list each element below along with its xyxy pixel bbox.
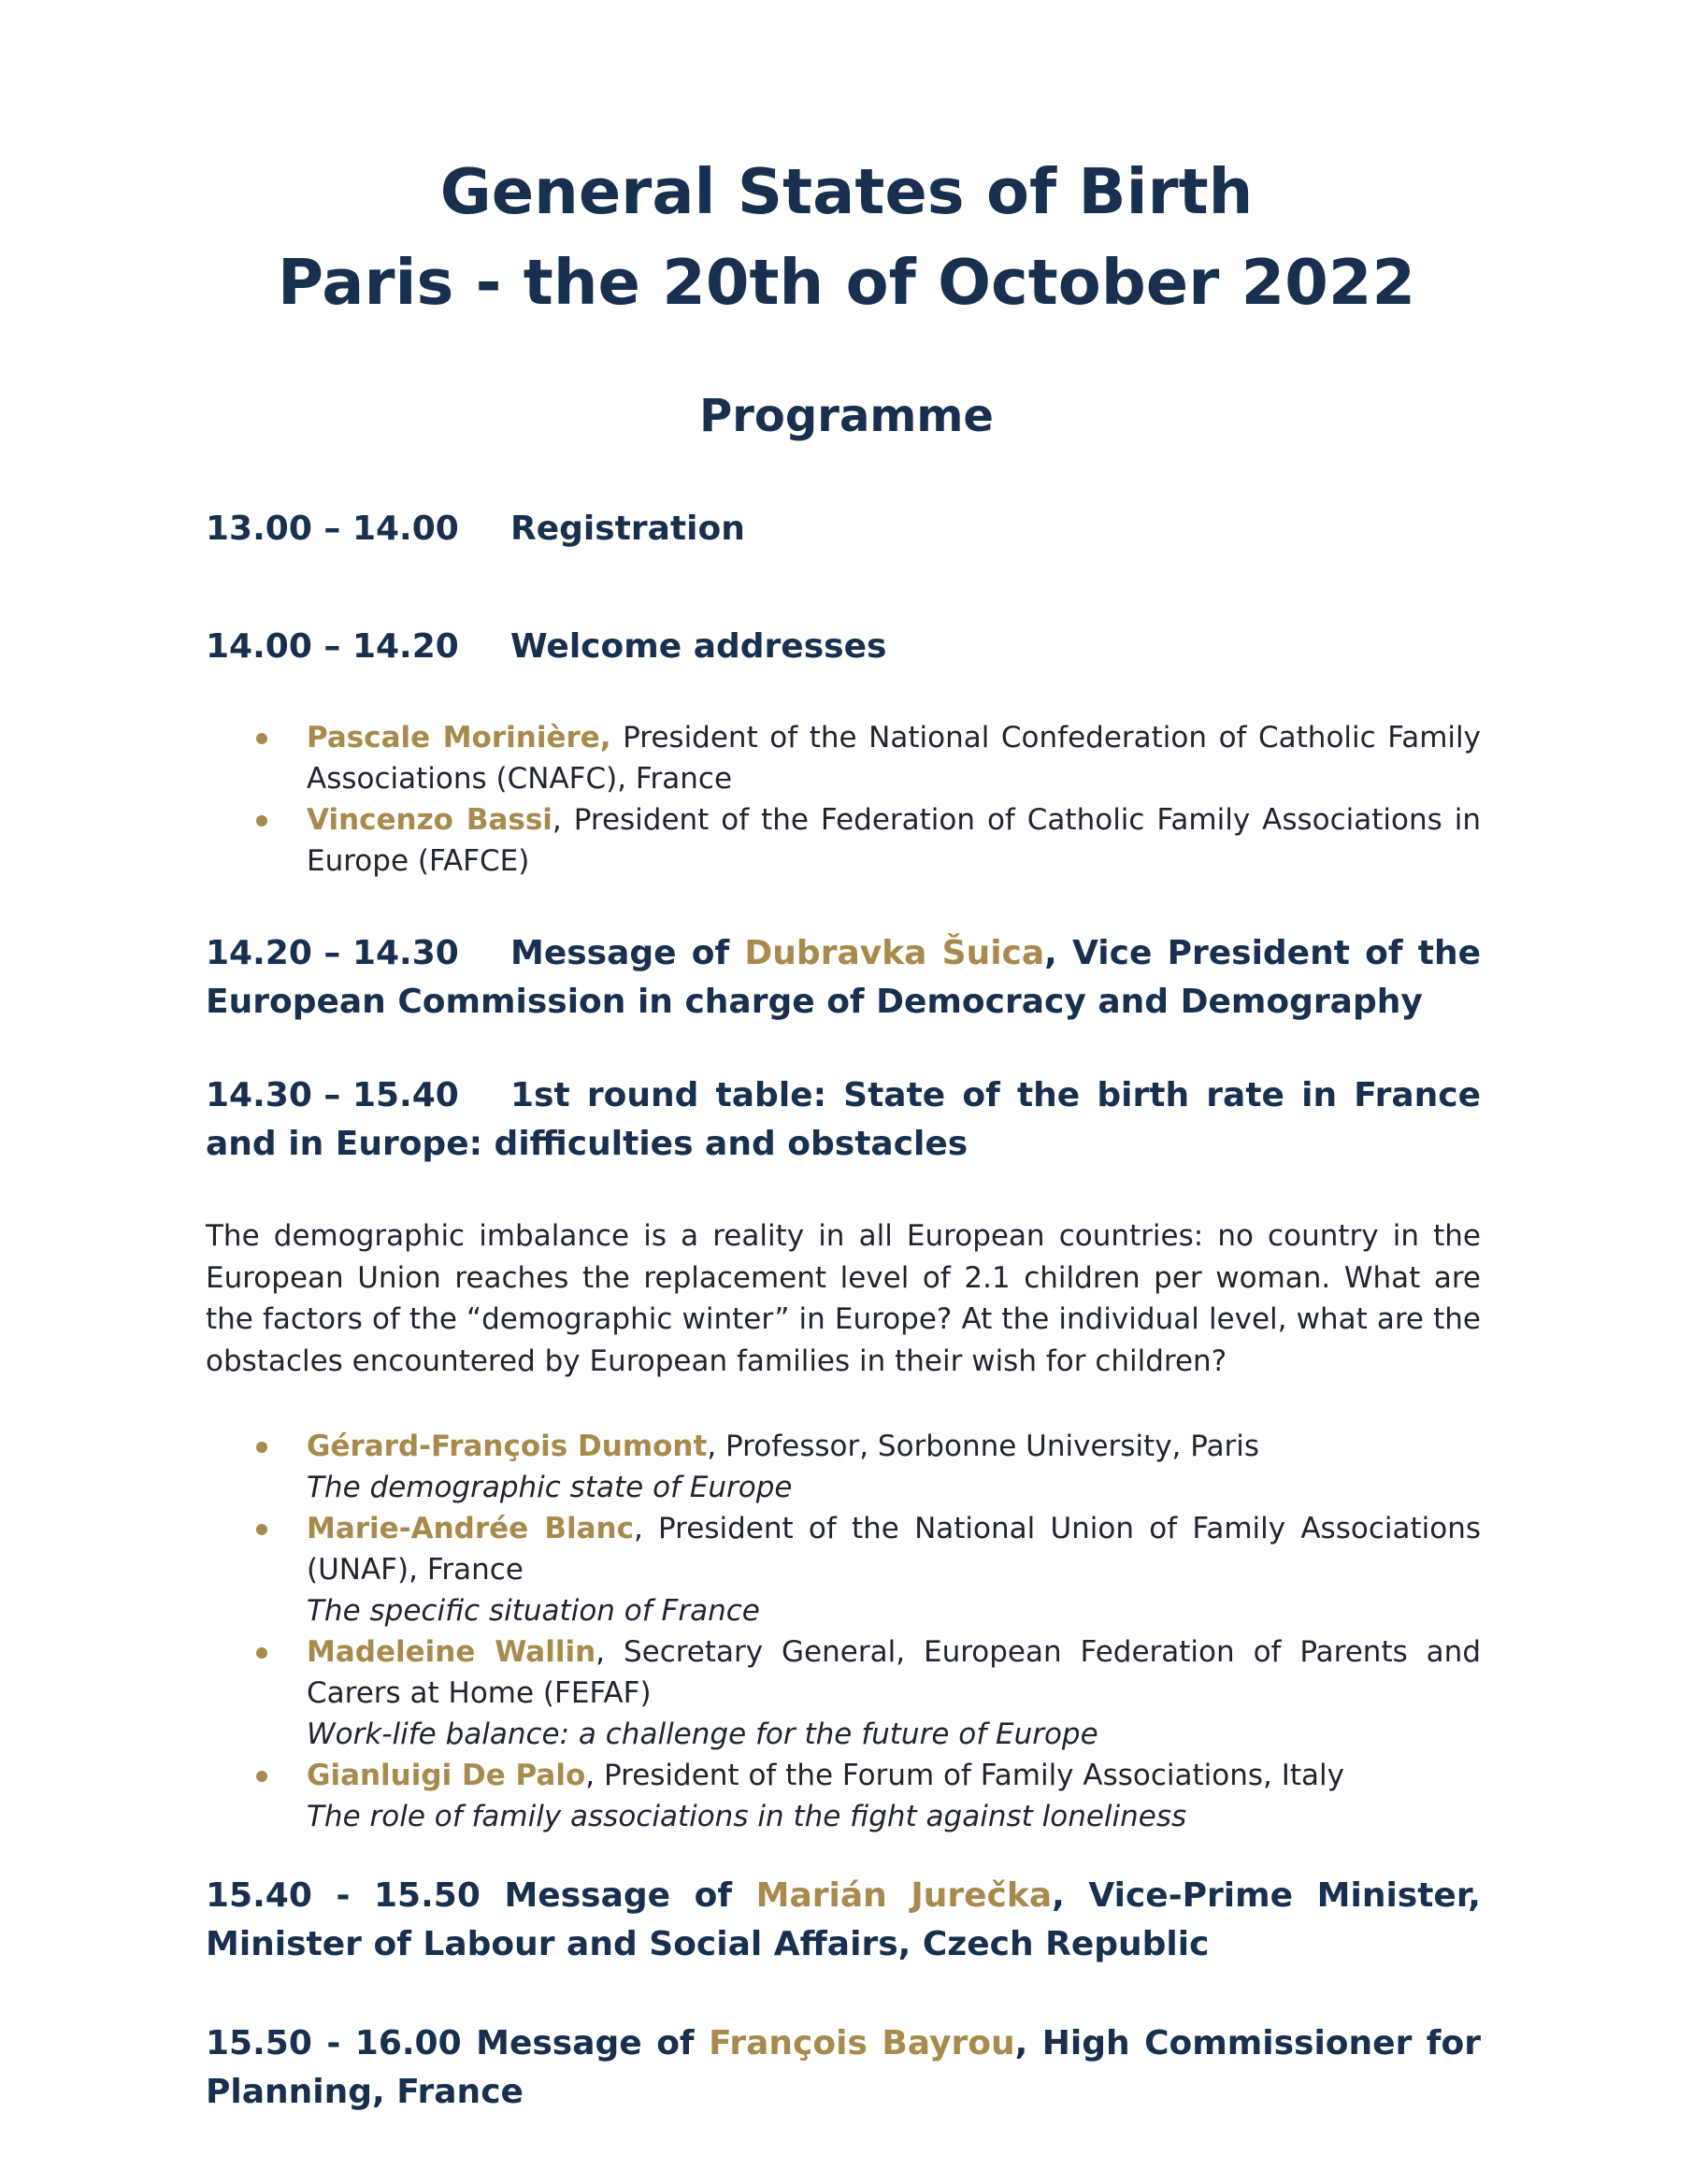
schedule-item-welcome: [206, 623, 1481, 671]
speaker-role: , President of the Federation of Catholic Family Associations in Europe (FAFCE): [307, 803, 1481, 878]
message-prefix: Message of: [510, 934, 730, 972]
speaker-name: Marie-Andrée Blanc: [307, 1512, 634, 1545]
schedule-time: 13.00 – 14.00: [206, 510, 459, 548]
list-item: [206, 799, 1481, 882]
schedule-title: 1st round table: State of the birth rate in France and in Europe: difficulties and obstacles: [206, 1076, 1481, 1163]
speaker-role: , President of the National Union of Family Associations (UNAF), France: [307, 1512, 1481, 1587]
schedule-time: 14.20 – 14.30: [206, 934, 459, 972]
round-table-description: The demographic imbalance is a reality in all European countries: no country in the European Union reaches the replacement level of 2.1 children per woman. What are the factors of the “demographic winter” in Europe? At the individual level, what are the obstacles encountered by European families in their wish for children?: [206, 1219, 1481, 1378]
speaker-name: François Bayrou: [709, 2024, 1015, 2062]
speaker-role: President of the National Confederation of Catholic Family Associations (CNAFC), France: [307, 721, 1481, 796]
speaker-role: , President of the Forum of Family Associations, Italy: [585, 1759, 1345, 1792]
page-subtitle: Paris - the 20th of October 2022: [277, 246, 1416, 319]
schedule-item-message-bayrou: [206, 2019, 1481, 2117]
speaker-name: Vincenzo Bassi: [307, 803, 552, 837]
schedule-item-registration: [206, 505, 1481, 553]
talk-title: The demographic state of Europe: [307, 1471, 793, 1504]
speaker-name: Dubravka Šuica: [744, 934, 1045, 972]
schedule-title: Welcome addresses: [510, 627, 887, 666]
speaker-name: Pascale Morinière,: [307, 721, 611, 754]
bullet-icon: [256, 1442, 267, 1453]
speaker-role: , Vice President of the European Commission in charge of Democracy and Demography: [206, 934, 1481, 1021]
talk-title: The specific situation of France: [307, 1594, 760, 1628]
speaker-role: , Vice-Prime Minister, Minister of Labour and Social Affairs, Czech Republic: [206, 1876, 1481, 1963]
schedule-time: 15.40 - 15.50: [206, 1876, 481, 1915]
schedule-item-message-jurecka: [206, 1872, 1481, 1969]
speaker-name: Madeleine Wallin: [307, 1635, 596, 1669]
list-item: [206, 1631, 1481, 1755]
bullet-icon: [256, 733, 267, 744]
list-item: [206, 717, 1481, 799]
schedule-time: 15.50 - 16.00: [206, 2024, 462, 2062]
speaker-name: Gérard-François Dumont: [307, 1430, 708, 1463]
welcome-speaker-list: [206, 717, 1481, 882]
schedule-title: Registration: [510, 510, 745, 548]
talk-title: Work-life balance: a challenge for the future of Europe: [307, 1717, 1098, 1751]
speaker-role: , Professor, Sorbonne University, Paris: [707, 1430, 1260, 1463]
message-prefix: Message of: [504, 1876, 733, 1915]
speaker-role: , High Commissioner for Planning, France: [206, 2024, 1481, 2111]
message-prefix: Message of: [476, 2024, 695, 2062]
schedule-time: 14.30 – 15.40: [206, 1076, 459, 1114]
talk-title: The role of family associations in the fight against loneliness: [307, 1800, 1187, 1833]
bullet-icon: [256, 815, 267, 826]
page-title: General States of Birth: [439, 155, 1254, 228]
speaker-name: Gianluigi De Palo: [307, 1759, 586, 1792]
list-item: [206, 1755, 1481, 1837]
bullet-icon: [256, 1647, 267, 1659]
schedule-time: 14.00 – 14.20: [206, 627, 459, 666]
speaker-name: Marián Jurečka: [755, 1876, 1053, 1915]
speaker-role: , Secretary General, European Federation of Parents and Carers at Home (FEFAF): [307, 1635, 1481, 1710]
schedule-item-round-table: [206, 1071, 1481, 1169]
list-item: [206, 1508, 1481, 1631]
bullet-icon: [256, 1524, 267, 1535]
round-table-speaker-list: [206, 1426, 1481, 1837]
bullet-icon: [256, 1771, 267, 1782]
schedule-item-message-suica: [206, 929, 1481, 1027]
programme-heading: Programme: [699, 390, 994, 442]
list-item: [206, 1426, 1481, 1508]
